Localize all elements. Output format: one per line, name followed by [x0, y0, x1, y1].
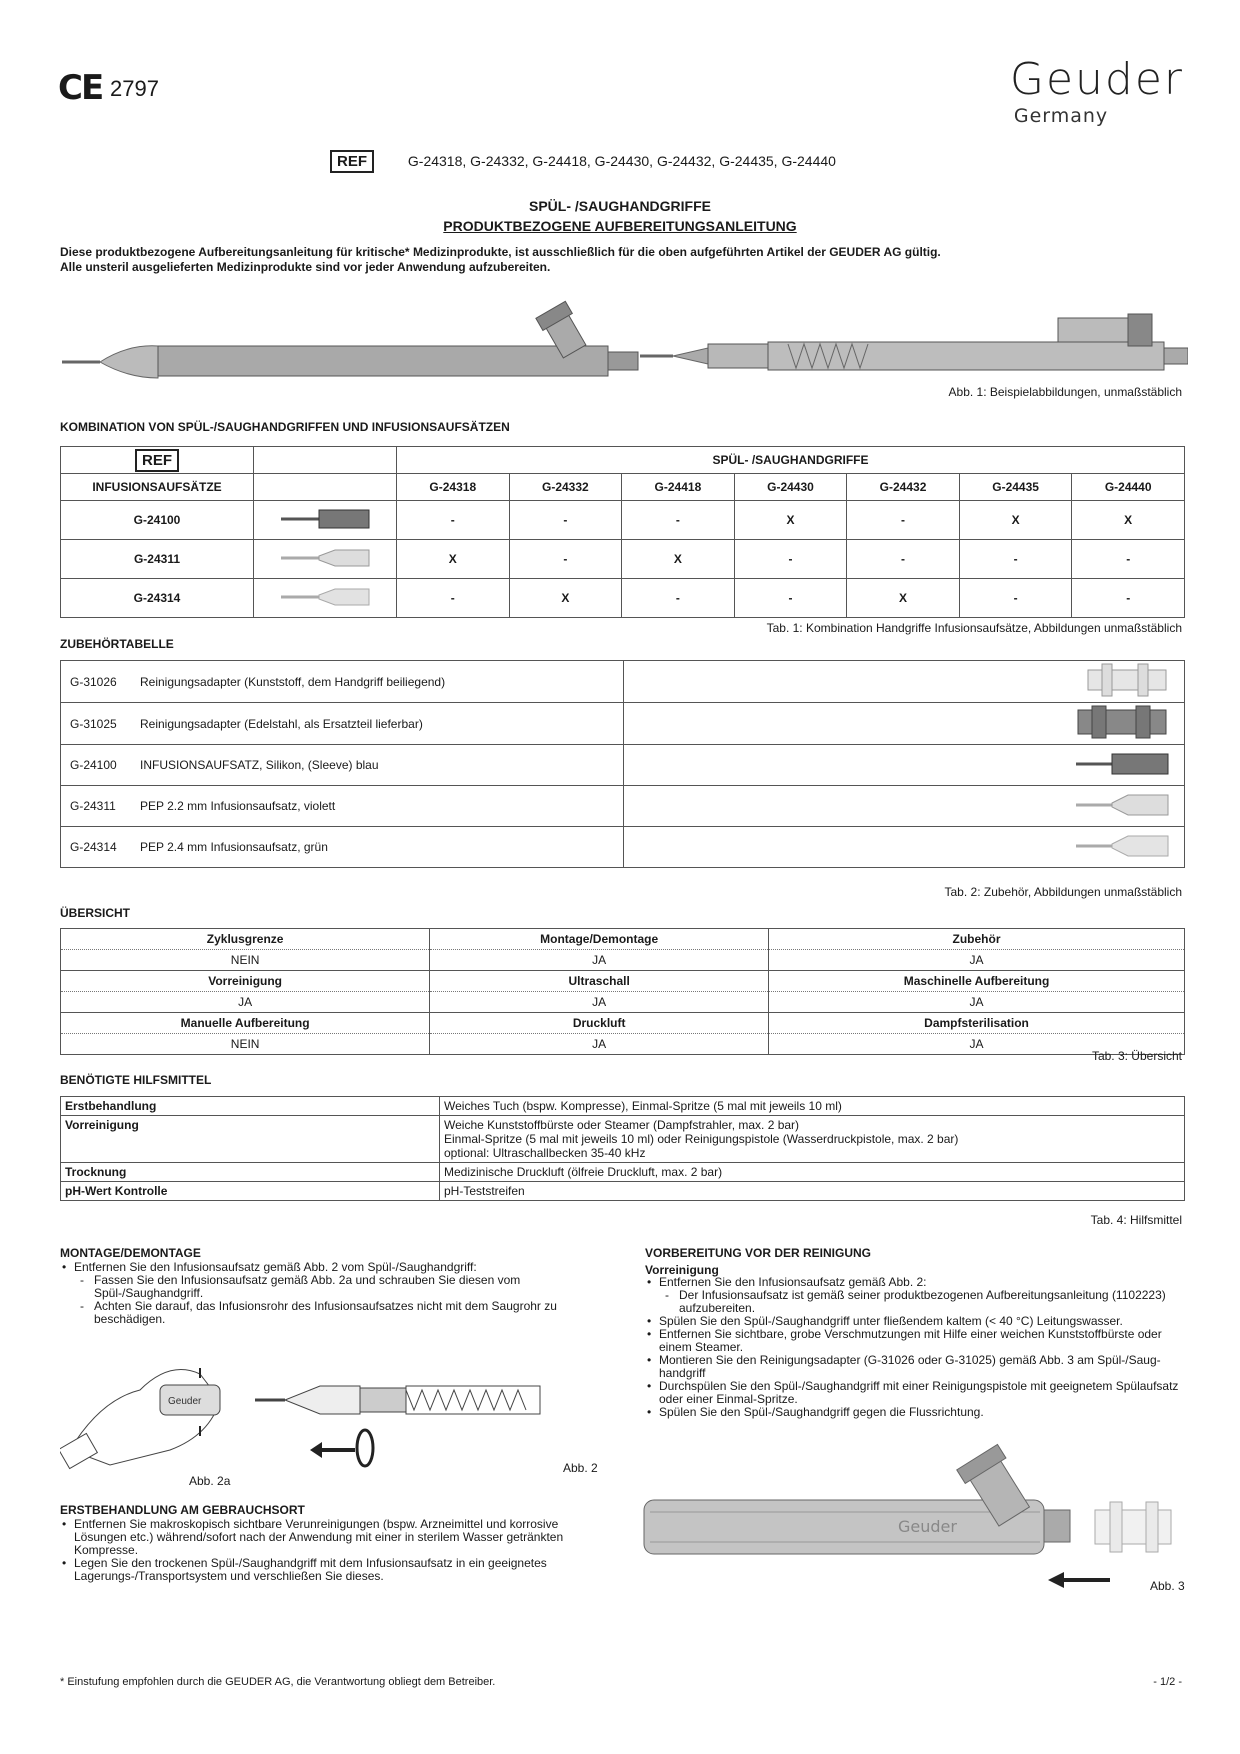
intro-text — [60, 245, 941, 275]
empty-cell — [254, 447, 397, 474]
table-row — [61, 992, 1185, 1013]
table-row — [61, 661, 1185, 703]
table-row — [61, 540, 1185, 579]
table-row — [61, 501, 1185, 540]
tool-value: pH-Teststreifen — [440, 1182, 1185, 1201]
tool-line: Einmal-Spritze (5 mal mit jeweils 10 ml) oder Reinigungspistole (Wasserdruckpistole, max. 2 bar) — [444, 1132, 959, 1146]
section-heading: VORBEREITUNG VOR DER REINIGUNG — [645, 1246, 872, 1260]
arrow-left-icon — [1048, 1572, 1110, 1588]
figure-2a-caption: Abb. 2a — [189, 1474, 231, 1488]
table-row — [61, 579, 1185, 618]
section-heading: KOMBINATION VON SPÜL-/SAUGHANDGRIFFEN UND INFUSIONSAUFSÄTZEN — [60, 420, 510, 434]
page-number: - 1/2 - — [1153, 1676, 1182, 1688]
accessories-table — [60, 660, 1185, 868]
table-cell: - — [1072, 579, 1185, 618]
overview-value: JA — [769, 992, 1185, 1013]
list-item: Lösungen etc.) während/sofort nach der Anwendung mit einer in sterilem Wasser getränkten — [74, 1530, 564, 1544]
accessory-desc: PEP 2.2 mm Infusionsaufsatz, violett — [140, 799, 336, 813]
handpiece-adapter-image — [644, 1444, 1070, 1554]
table-row — [61, 1116, 1185, 1163]
ref-line — [330, 150, 836, 173]
tool-key: Erstbehandlung — [61, 1097, 440, 1116]
table-cell: X — [1072, 501, 1185, 540]
overview-key: Vorreinigung — [61, 971, 430, 992]
assembly-illustration — [60, 1340, 600, 1470]
accessory-code: G-24311 — [70, 799, 116, 813]
table-3-caption: Tab. 3: Übersicht — [1091, 1049, 1182, 1063]
column-header: G-24430 — [734, 474, 847, 501]
sleeve-removal-image — [255, 1386, 540, 1466]
overview-key: Montage/Demontage — [430, 929, 769, 950]
table-cell: - — [622, 501, 735, 540]
adapter-mounting-illustration — [640, 1440, 1190, 1590]
table-cell: - — [734, 579, 847, 618]
table-row — [61, 1097, 1185, 1116]
table-row — [61, 971, 1185, 992]
table-cell: X — [509, 579, 622, 618]
overview-value: JA — [430, 1034, 769, 1055]
tool-key: Vorreinigung — [61, 1116, 440, 1163]
list-item: • Entfernen Sie makroskopisch sichtbare Verunreinigungen (bspw. Arzneimittel und korrosive — [60, 1518, 600, 1531]
sleeve-image — [254, 540, 397, 579]
table-row — [61, 950, 1185, 971]
table-2-caption: Tab. 2: Zubehör, Abbildungen unmaßstäblich — [944, 885, 1182, 899]
table-row — [61, 1182, 1185, 1201]
accessory-text — [61, 661, 624, 703]
table-row — [61, 1163, 1185, 1182]
table-row — [61, 929, 1185, 950]
table-cell: - — [734, 540, 847, 579]
sleeve-code: G-24100 — [61, 501, 254, 540]
list-item: oder einer Einmal-Spritze. — [659, 1392, 798, 1406]
tool-line: Weiche Kunststoffbürste oder Steamer (Dampfstrahler, max. 2 bar) — [444, 1118, 800, 1132]
table-cell: - — [509, 540, 622, 579]
tool-value — [440, 1116, 1185, 1163]
overview-value: NEIN — [61, 1034, 430, 1055]
table-cell: - — [509, 501, 622, 540]
table-cell: - — [959, 540, 1072, 579]
section-heading: MONTAGE/DEMONTAGE — [60, 1246, 201, 1260]
table-row — [61, 827, 1185, 868]
column-header: G-24318 — [397, 474, 510, 501]
intro-line: Alle unsteril ausgelieferten Medizinprodukte sind vor jeder Anwendung aufzubereiten. — [60, 260, 551, 274]
list-item: • Durchspülen Sie den Spül-/Saughandgriff mit einer Reinigungspistole mit geeignetem Spülaufsatz — [645, 1380, 1190, 1393]
intro-line: Diese produktbezogene Aufbereitungsanleitung für kritische* Medizinprodukte, ist ausschließlich für die oben aufgeführten Artikel der GEUDER AG gültig. — [60, 245, 941, 259]
overview-value: JA — [430, 950, 769, 971]
section-heading: BENÖTIGTE HILFSMITTEL — [60, 1073, 212, 1087]
column-header: G-24432 — [847, 474, 960, 501]
sleeve-image — [254, 579, 397, 618]
ref-cell — [61, 447, 254, 474]
accessory-text — [61, 786, 624, 827]
table-row — [61, 703, 1185, 745]
accessory-image — [624, 786, 1185, 827]
column-header: G-24435 — [959, 474, 1072, 501]
accessory-text — [61, 703, 624, 745]
section-heading: ZUBEHÖRTABELLE — [60, 637, 174, 651]
overview-key: Maschinelle Aufbereitung — [769, 971, 1185, 992]
table-row — [61, 474, 1185, 501]
accessory-image — [624, 703, 1185, 745]
table-cell: - — [959, 579, 1072, 618]
sleeve-code: G-24314 — [61, 579, 254, 618]
overview-value: NEIN — [61, 950, 430, 971]
overview-key: Zubehör — [769, 929, 1185, 950]
column-header: G-24440 — [1072, 474, 1185, 501]
handpiece-right-image — [640, 314, 1188, 370]
handpiece-illustrations — [58, 300, 1188, 380]
tools-table — [60, 1096, 1185, 1201]
footer-note: * Einstufung empfohlen durch die GEUDER AG, die Verantwortung obliegt dem Betreiber. — [60, 1676, 496, 1688]
document-title: SPÜL- /SAUGHANDGRIFFE — [529, 198, 711, 214]
accessory-text — [61, 827, 624, 868]
handpiece-left-image — [62, 301, 638, 378]
figure-1-caption: Abb. 1: Beispielabbildungen, unmaßstäblich — [948, 385, 1182, 399]
table-cell: X — [397, 540, 510, 579]
list-item: - Fassen Sie den Infusionsaufsatz gemäß Abb. 2a und schrauben Sie diesen vom — [60, 1274, 600, 1287]
table-row — [61, 447, 1185, 474]
accessory-image — [624, 827, 1185, 868]
column-header: G-24332 — [509, 474, 622, 501]
list-item: • Entfernen Sie den Infusionsaufsatz gemäß Abb. 2 vom Spül-/Saughandgriff: — [60, 1261, 600, 1274]
figure-3-caption: Abb. 3 — [1150, 1579, 1185, 1593]
tool-key: Trocknung — [61, 1163, 440, 1182]
tool-value: Weiches Tuch (bspw. Kompresse), Einmal-Spritze (5 mal mit jeweils 10 ml) — [440, 1097, 1185, 1116]
table-cell: - — [622, 579, 735, 618]
list-item: Spül-/Saughandgriff. — [94, 1286, 204, 1300]
accessory-desc: Reinigungsadapter (Edelstahl, als Ersatzteil lieferbar) — [140, 716, 423, 731]
row-header: INFUSIONSAUFSÄTZE — [61, 474, 254, 501]
accessory-code: G-24100 — [70, 758, 117, 772]
table-cell: X — [622, 540, 735, 579]
overview-key: Zyklusgrenze — [61, 929, 430, 950]
tool-value: Medizinische Druckluft (ölfreie Druckluft, max. 2 bar) — [440, 1163, 1185, 1182]
brand-name: Geuder — [1009, 54, 1184, 105]
section-heading: ÜBERSICHT — [60, 906, 131, 920]
sleeve-image — [254, 501, 397, 540]
section-heading: ERSTBEHANDLUNG AM GEBRAUCHSORT — [60, 1503, 305, 1517]
table-row — [61, 745, 1185, 786]
engraved-logo-text: Geuder — [898, 1517, 957, 1536]
hand-logo-text: Geuder — [168, 1396, 202, 1407]
overview-key: Ultraschall — [430, 971, 769, 992]
figure-2-caption: Abb. 2 — [563, 1461, 598, 1475]
accessory-image — [624, 745, 1185, 786]
table-cell: - — [397, 501, 510, 540]
list-item: - Achten Sie darauf, das Infusionsrohr des Infusionsaufsatzes nicht mit dem Saugrohr zu — [60, 1300, 600, 1313]
accessory-code: G-31025 — [70, 716, 117, 731]
table-cell: X — [847, 579, 960, 618]
accessory-image — [624, 661, 1185, 703]
table-row — [61, 786, 1185, 827]
overview-value: JA — [769, 950, 1185, 971]
ce-mark: CE — [58, 68, 103, 108]
accessory-code: G-31026 — [70, 674, 117, 689]
ref-label: REF — [330, 150, 374, 173]
combination-table — [60, 446, 1185, 618]
overview-key: Druckluft — [430, 1013, 769, 1034]
list-item: Lagerungs-/Transportsystem und verschließen Sie dieses. — [74, 1569, 384, 1583]
preparation-list — [645, 1276, 1190, 1419]
list-item: beschädigen. — [94, 1312, 166, 1326]
list-item: - Der Infusionsaufsatz ist gemäß seiner produktbezogenen Aufbereitungsanleitung (1102223) — [645, 1289, 1190, 1302]
document-subtitle: PRODUKTBEZOGENE AUFBEREITUNGSANLEITUNG — [443, 218, 797, 234]
list-item: • Entfernen Sie sichtbare, grobe Verschmutzungen mit Hilfe einer weichen Kunststoffbürste oder — [645, 1328, 1190, 1341]
table-cell: - — [1072, 540, 1185, 579]
table-4-caption: Tab. 4: Hilfsmittel — [1090, 1213, 1182, 1227]
overview-key: Manuelle Aufbereitung — [61, 1013, 430, 1034]
tool-key: pH-Wert Kontrolle — [61, 1182, 440, 1201]
table-cell: - — [397, 579, 510, 618]
table-cell: - — [847, 540, 960, 579]
list-item: • Legen Sie den trockenen Spül-/Saughandgriff mit dem Infusionsaufsatz in ein geeignetes — [60, 1557, 600, 1570]
table-cell: X — [959, 501, 1072, 540]
notified-body-number: 2797 — [110, 76, 159, 101]
accessory-desc: INFUSIONSAUFSATZ, Silikon, (Sleeve) blau — [140, 758, 379, 772]
list-item: • Montieren Sie den Reinigungsadapter (G-31026 oder G-31025) gemäß Abb. 3 am Spül-/Saug- — [645, 1354, 1190, 1367]
overview-value: JA — [430, 992, 769, 1013]
table-row — [61, 1034, 1185, 1055]
overview-value: JA — [61, 992, 430, 1013]
tool-line: optional: Ultraschallbecken 35-40 kHz — [444, 1146, 646, 1160]
accessory-code: G-24314 — [70, 840, 117, 854]
sleeve-code: G-24311 — [61, 540, 254, 579]
overview-value: JA — [769, 1034, 1185, 1055]
table-1-caption: Tab. 1: Kombination Handgriffe Infusionsaufsätze, Abbildungen unmaßstäblich — [766, 621, 1182, 635]
ref-codes: G-24318, G-24332, G-24418, G-24430, G-24432, G-24435, G-24440 — [407, 153, 836, 169]
accessory-desc: PEP 2.4 mm Infusionsaufsatz, grün — [140, 840, 328, 854]
accessory-desc: Reinigungsadapter (Kunststoff, dem Handgriff beiliegend) — [140, 674, 446, 689]
subsection-heading: Vorreinigung — [645, 1263, 719, 1277]
list-item: • Spülen Sie den Spül-/Saughandgriff gegen die Flussrichtung. — [645, 1406, 1190, 1419]
list-item: • Spülen Sie den Spül-/Saughandgriff unter fließendem kaltem (< 40 °C) Leitungswasser. — [645, 1315, 1190, 1328]
table-row — [61, 1013, 1185, 1034]
list-item: einem Steamer. — [659, 1340, 744, 1354]
list-item: • Entfernen Sie den Infusionsaufsatz gemäß Abb. 2: — [645, 1276, 1190, 1289]
brand-logo — [1010, 54, 1184, 127]
overview-table — [60, 928, 1185, 1055]
assembly-list — [60, 1261, 600, 1326]
group-header: SPÜL- /SAUGHANDGRIFFE — [397, 447, 1185, 474]
list-item: Kompresse. — [74, 1543, 139, 1557]
overview-key: Dampfsterilisation — [769, 1013, 1185, 1034]
table-cell: - — [847, 501, 960, 540]
list-item: aufzubereiten. — [679, 1301, 756, 1315]
first-treatment-list — [60, 1518, 600, 1583]
column-header: G-24418 — [622, 474, 735, 501]
cleaning-adapter-image — [1095, 1502, 1171, 1552]
list-item: handgriff — [659, 1366, 706, 1380]
empty-cell — [254, 474, 397, 501]
hand-image — [60, 1368, 220, 1469]
table-cell: X — [734, 501, 847, 540]
brand-country: Germany — [1013, 105, 1109, 127]
ref-label: REF — [135, 449, 179, 472]
accessory-text — [61, 745, 624, 786]
